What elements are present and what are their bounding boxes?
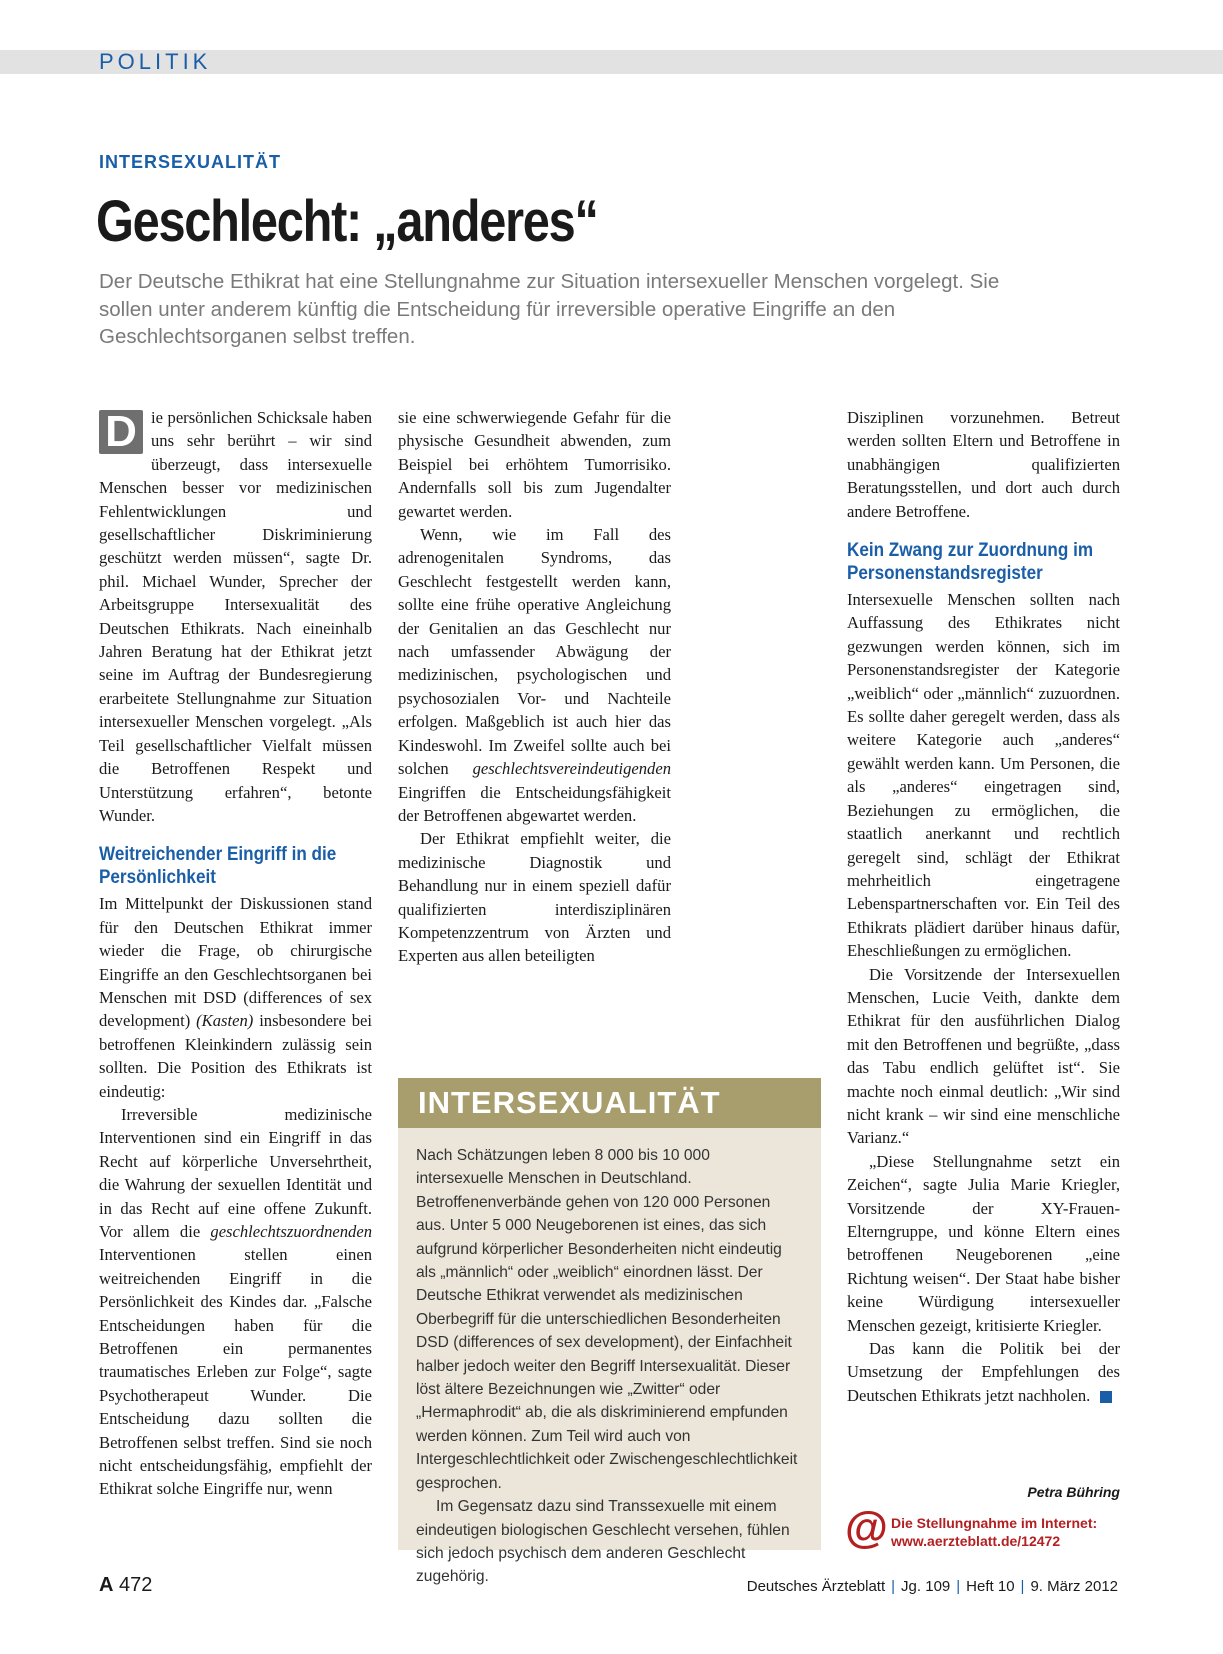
paragraph: Der Ethikrat empfiehlt weiter, die medizinische Diagnostik und Behandlung nur in einem speziell dafür qualifizierten interdisziplinären Kompetenzzentrum von Ärzten und Experten aus allen beteiligten bbox=[398, 829, 671, 966]
paragraph: D ie persönlichen Schicksale haben uns sehr berührt – wir sind überzeugt, dass intersexuelle Menschen besser vor medizinischen Fehlentwicklungen und gesellschaftlicher Diskriminierung geschützt werden müssen“, sagte Dr. phil. Michael Wunder, Sprecher der Arbeitsgruppe Intersexualität des Deutschen Ethikrats. Nach eineinhalb Jahren Beratung hat der Ethikrat jetzt seine im Auftrag der Bundesregierung erarbeitete Stellungnahme zur Situation intersexueller Menschen vorgelegt. „Als Teil gesellschaftlicher Vielfalt müssen die Betroffenen Respekt und Unterstützung erfahren“, betonte Wunder. bbox=[99, 407, 372, 825]
web-reference-link[interactable]: www.aerzteblatt.de/12472 bbox=[891, 1533, 1061, 1549]
footer-citation: Deutsches Ärzteblatt | Jg. 109 | Heft 10 | 9. März 2012 bbox=[746, 1578, 1118, 1595]
column-2 bbox=[398, 406, 671, 968]
date: 9. März 2012 bbox=[1030, 1578, 1118, 1595]
page-number: A 472 bbox=[99, 1574, 153, 1596]
paragraph: Die Vorsitzende der Intersexuellen Menschen, Lucie Veith, dankte dem Ethikrat für den ausführlichen Dialog mit den Betroffenen und begrüßte, „dass das Tabu endlich gelüftet ist“. Sie machte noch einmal deutlich: „Wir sind nicht krank – wir sind eine menschliche Varianz.“ bbox=[847, 964, 1120, 1148]
section-bar bbox=[0, 50, 1223, 74]
web-reference-label: Die Stellungnahme im Internet: bbox=[891, 1515, 1098, 1531]
paragraph: sie eine schwerwiegende Gefahr für die physische Gesundheit abwenden, zum Beispiel bei erhöhtem Tumorrisiko. Andernfalls soll bis zum Jugendalter gewartet werden. bbox=[398, 408, 671, 521]
journal-name: Deutsches Ärzteblatt bbox=[746, 1578, 886, 1595]
info-box-text bbox=[398, 1128, 821, 1589]
article-kicker: INTERSEXUALITÄT bbox=[99, 152, 282, 172]
paragraph: Das kann die Politik bei der Umsetzung der Empfehlungen des Deutschen Ethikrats jetzt nachholen. bbox=[847, 1339, 1120, 1405]
author-name: Petra Bühring bbox=[1027, 1484, 1120, 1500]
paragraph: Irreversible medizinische Interventionen sind ein Eingriff in das Recht auf körperliche Unversehrtheit, die Wahrung der sexuellen Identität und in das Recht auf eine offene Zukunft. Vor allem die geschlechtszuordnenden Interventionen stellen einen weitreichenden Eingriff in die Persönlichkeit des Kindes dar. „Falsche Entscheidungen haben für die Betroffenen ein permanentes traumatisches Erleben zur Folge“, sagte Psychotherapeut Wunder. Die Entscheidung dazu sollten die Betroffenen selbst treffen. Sind sie noch nicht entscheidungsfähig, empfiehlt der Ethikrat solche Eingriffe nur, wenn bbox=[99, 1104, 372, 1499]
drop-cap: D bbox=[99, 410, 143, 454]
paragraph: Im Gegensatz dazu sind Transsexuelle mit einem eindeutigen biologischen Geschlecht versehen, fühlen sich jedoch psychisch dem anderen Geschlecht zugehörig. bbox=[416, 1498, 790, 1586]
at-sign-icon: @ bbox=[845, 1503, 888, 1552]
web-reference bbox=[891, 1514, 1097, 1550]
paragraph: Nach Schätzungen leben 8 000 bis 10 000 intersexuelle Menschen in Deutschland. Betroffenenverbände gehen von 120 000 Personen aus. Unter 5 000 Neugeborenen ist eines, das sich aufgrund körperlicher Besonderheiten nicht eindeutig als „männlich“ oder „weiblich“ einordnen lässt. Der Deutsche Ethikrat verwendet als medizinischen Oberbegriff für die unterschiedlichen Besonderheiten DSD (differences of sex development), der Einfachheit halber jedoch weiter den Begriff Intersexualität. Dieser löst ältere Bezeichnungen wie „Zwitter“ oder „Hermaphrodit“ ab, die als diskriminierend empfunden werden können. Zum Teil wird auch von Intergeschlechtlichkeit oder Zwischengeschlechtlichkeit gesprochen. bbox=[416, 1147, 798, 1492]
volume: Jg. 109 bbox=[901, 1578, 951, 1595]
info-box-title: INTERSEXUALITÄT bbox=[398, 1078, 821, 1128]
article-lead: Der Deutsche Ethikrat hat eine Stellungnahme zur Situation intersexueller Menschen vorgelegt. Sie sollen unter anderem künftig die Entscheidung für irreversible operative Eingriffe an den Geschlechtsorganen selbst treffen. bbox=[99, 270, 1000, 348]
column-3 bbox=[847, 406, 1120, 1407]
paragraph: Wenn, wie im Fall des adrenogenitalen Syndroms, das Geschlecht festgestellt werden kann, sollte eine frühe operative Angleichung der Genitalien an das Geschlecht nur nach umfassender Abwägung der medizinischen, psychologischen und psychosozialen Vor- und Nachteile erfolgen. Maßgeblich ist auch hier das Kindeswohl. Im Zweifel sollte auch bei solchen geschlechtsvereindeutigenden Eingriffen die Entscheidungsfähigkeit der Betroffenen abgewartet werden. bbox=[398, 525, 671, 825]
section-label: POLITIK bbox=[99, 49, 212, 74]
issue: Heft 10 bbox=[966, 1578, 1015, 1595]
subheading: Kein Zwang zur Zuordnung im Personenstandsregister bbox=[847, 540, 1094, 585]
paragraph: Disziplinen vorzunehmen. Betreut werden sollten Eltern und Betroffene in unabhängigen qualifizierten Beratungsstellen, und dort auch durch andere Betroffene. bbox=[847, 408, 1120, 521]
subheading: Weitreichender Eingriff in die Persönlichkeit bbox=[99, 844, 337, 889]
paragraph: Intersexuelle Menschen sollten nach Auffassung des Ethikrates nicht gezwungen werden können, sich im Personenstandsregister der Kategorie „weiblich“ oder „männlich“ zuzuordnen. Es sollte daher geregelt werden, dass als weitere Kategorie auch „anderes“ gewählt werden kann. Um Personen, die als „anderes“ eingetragen sind, Beziehungen zu ermöglichen, die staatlich anerkannt und rechtlich geregelt sind, schlägt der Ethikrat mehrheitlich eingetragene Lebenspartnerschaften vor. Ein Teil des Ethikrats plädiert darüber hinaus dafür, Eheschließungen zu ermöglichen. bbox=[847, 590, 1120, 961]
column-1 bbox=[99, 406, 372, 1501]
paragraph: Im Mittelpunkt der Diskussionen stand für den Deutschen Ethikrat immer wieder die Frage, ob chirurgische Eingriffe an den Geschlechtsorganen bei Menschen mit DSD (differences of sex development) (Kasten) insbesondere bei betroffenen Kleinkindern zulässig sein sollten. Die Position des Ethikrats ist eindeutig: bbox=[99, 894, 372, 1101]
paragraph: „Diese Stellungnahme setzt ein Zeichen“, sagte Julia Marie Kriegler, Vorsitzende der XY-Frauen-Elterngruppe, und könne Eltern eines betroffenen Neugeborenen „eine Richtung weisen“. Der Staat habe bisher keine Würdigung intersexueller Menschen gezeigt, kritisierte Kriegler. bbox=[847, 1151, 1120, 1335]
end-mark-icon bbox=[1100, 1391, 1112, 1403]
article-title: Geschlecht: „anderes“ bbox=[96, 189, 598, 254]
info-box bbox=[398, 1078, 821, 1586]
